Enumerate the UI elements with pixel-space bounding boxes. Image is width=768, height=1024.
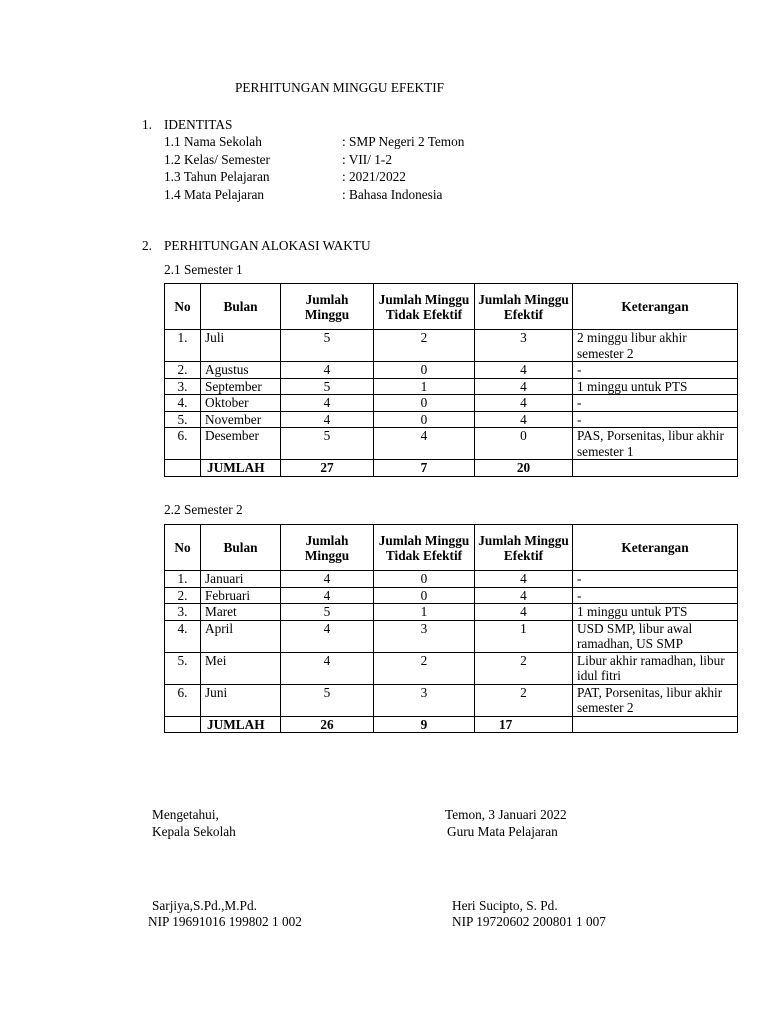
cell-jumlah-minggu: 4 — [281, 411, 374, 428]
total-label: JUMLAH — [201, 716, 281, 733]
cell-jumlah-minggu: 4 — [281, 362, 374, 379]
total-jumlah-minggu: 27 — [281, 460, 374, 477]
header-efektif: Jumlah Minggu Efektif — [475, 525, 573, 571]
cell-bulan: Maret — [201, 604, 281, 621]
cell-no: 5. — [165, 411, 201, 428]
identity-label-year: 1.3 Tahun Pelajaran — [164, 169, 270, 184]
cell-no: 4. — [165, 620, 201, 652]
cell-efektif: 4 — [475, 604, 573, 621]
table-row — [165, 411, 738, 428]
cell-no: 1. — [165, 330, 201, 362]
cell-tidak-efektif: 0 — [374, 571, 475, 588]
total-tidak-efektif: 9 — [374, 716, 475, 733]
identity-value-subject: : Bahasa Indonesia — [342, 187, 443, 202]
cell-tidak-efektif: 2 — [374, 330, 475, 362]
cell-keterangan: - — [573, 571, 738, 588]
cell-keterangan: - — [573, 395, 738, 412]
header-efektif: Jumlah Minggu Efektif — [475, 284, 573, 330]
total-efektif: 17 — [475, 716, 573, 733]
cell-keterangan: USD SMP, libur awal ramadhan, US SMP — [573, 620, 738, 652]
cell-no: 6. — [165, 684, 201, 716]
section-1-number: 1. — [142, 117, 152, 132]
cell-tidak-efektif: 0 — [374, 395, 475, 412]
identity-label-class: 1.2 Kelas/ Semester — [164, 152, 270, 167]
cell-jumlah-minggu: 5 — [281, 428, 374, 460]
cell-jumlah-minggu: 5 — [281, 684, 374, 716]
cell-efektif: 1 — [475, 620, 573, 652]
cell-tidak-efektif: 2 — [374, 652, 475, 684]
cell-no: 2. — [165, 587, 201, 604]
identity-value-school: : SMP Negeri 2 Temon — [342, 134, 465, 149]
table-row — [165, 620, 738, 652]
cell-keterangan: 1 minggu untuk PTS — [573, 378, 738, 395]
cell-efektif: 3 — [475, 330, 573, 362]
semester-2-label: 2.2 Semester 2 — [164, 502, 243, 517]
cell-bulan: Agustus — [201, 362, 281, 379]
cell-keterangan: - — [573, 587, 738, 604]
table-row — [165, 604, 738, 621]
cell-bulan: April — [201, 620, 281, 652]
cell-tidak-efektif: 1 — [374, 378, 475, 395]
header-tidak-efektif: Jumlah Minggu Tidak Efektif — [374, 525, 475, 571]
cell-efektif: 4 — [475, 587, 573, 604]
signature-right-line2: Guru Mata Pelajaran — [447, 824, 558, 839]
signature-left-nip: NIP 19691016 199802 1 002 — [148, 914, 302, 929]
table-row — [165, 395, 738, 412]
header-jumlah-minggu: Jumlah Minggu — [281, 284, 374, 330]
signature-right-line1: Temon, 3 Januari 2022 — [445, 807, 567, 822]
cell-keterangan: - — [573, 411, 738, 428]
semester-1-label: 2.1 Semester 1 — [164, 262, 243, 277]
cell-efektif: 2 — [475, 652, 573, 684]
cell-bulan: Juli — [201, 330, 281, 362]
cell-keterangan: 1 minggu untuk PTS — [573, 604, 738, 621]
cell-no: 5. — [165, 652, 201, 684]
cell-tidak-efektif: 3 — [374, 620, 475, 652]
identity-value-class: : VII/ 1-2 — [342, 152, 392, 167]
semester-1-table — [164, 283, 738, 477]
table-header-row — [165, 284, 738, 330]
cell-tidak-efektif: 0 — [374, 411, 475, 428]
header-jumlah-minggu: Jumlah Minggu — [281, 525, 374, 571]
cell-no: 6. — [165, 428, 201, 460]
cell-bulan: Mei — [201, 652, 281, 684]
total-label: JUMLAH — [201, 460, 281, 477]
cell-efektif: 4 — [475, 395, 573, 412]
cell-keterangan: PAT, Porsenitas, libur akhir semester 2 — [573, 684, 738, 716]
cell-no: 3. — [165, 604, 201, 621]
cell-keterangan: 2 minggu libur akhir semester 2 — [573, 330, 738, 362]
cell-no: 4. — [165, 395, 201, 412]
cell-efektif: 2 — [475, 684, 573, 716]
cell-jumlah-minggu: 4 — [281, 652, 374, 684]
section-2-heading: PERHITUNGAN ALOKASI WAKTU — [164, 238, 371, 253]
section-1-heading: IDENTITAS — [164, 117, 233, 132]
document-title: PERHITUNGAN MINGGU EFEKTIF — [235, 80, 445, 95]
header-no: No — [165, 284, 201, 330]
table-row — [165, 587, 738, 604]
cell-bulan: September — [201, 378, 281, 395]
signature-left-name: Sarjiya,S.Pd.,M.Pd. — [152, 898, 257, 913]
table-row — [165, 428, 738, 460]
total-efektif: 20 — [475, 460, 573, 477]
header-keterangan: Keterangan — [573, 525, 738, 571]
cell-efektif: 4 — [475, 411, 573, 428]
header-bulan: Bulan — [201, 525, 281, 571]
identity-value-year: : 2021/2022 — [342, 169, 406, 184]
table-total-row — [165, 460, 738, 477]
cell-tidak-efektif: 1 — [374, 604, 475, 621]
signature-left-line2: Kepala Sekolah — [152, 824, 236, 839]
cell-tidak-efektif: 3 — [374, 684, 475, 716]
table-row — [165, 330, 738, 362]
table-row — [165, 571, 738, 588]
signature-right-name: Heri Sucipto, S. Pd. — [452, 898, 558, 913]
cell-efektif: 4 — [475, 362, 573, 379]
table-row — [165, 652, 738, 684]
table-header-row — [165, 525, 738, 571]
cell-no — [165, 716, 201, 733]
table-total-row — [165, 716, 738, 733]
signature-right-nip: NIP 19720602 200801 1 007 — [452, 914, 606, 929]
cell-jumlah-minggu: 4 — [281, 395, 374, 412]
cell-keterangan: PAS, Porsenitas, libur akhir semester 1 — [573, 428, 738, 460]
cell-no — [165, 460, 201, 477]
cell-efektif: 0 — [475, 428, 573, 460]
cell-bulan: Oktober — [201, 395, 281, 412]
cell-tidak-efektif: 4 — [374, 428, 475, 460]
table-row — [165, 378, 738, 395]
cell-bulan: November — [201, 411, 281, 428]
table-row — [165, 362, 738, 379]
cell-bulan: Januari — [201, 571, 281, 588]
signature-left-line1: Mengetahui, — [152, 807, 219, 822]
cell-tidak-efektif: 0 — [374, 362, 475, 379]
table-row — [165, 684, 738, 716]
cell-efektif: 4 — [475, 378, 573, 395]
cell-keterangan — [573, 716, 738, 733]
cell-jumlah-minggu: 4 — [281, 620, 374, 652]
section-2-number: 2. — [142, 238, 152, 253]
cell-keterangan: Libur akhir ramadhan, libur idul fitri — [573, 652, 738, 684]
identity-label-school: 1.1 Nama Sekolah — [164, 134, 262, 149]
cell-jumlah-minggu: 5 — [281, 604, 374, 621]
total-tidak-efektif: 7 — [374, 460, 475, 477]
total-jumlah-minggu: 26 — [281, 716, 374, 733]
semester-2-table — [164, 524, 738, 733]
cell-jumlah-minggu: 5 — [281, 330, 374, 362]
cell-tidak-efektif: 0 — [374, 587, 475, 604]
cell-no: 3. — [165, 378, 201, 395]
cell-bulan: Februari — [201, 587, 281, 604]
cell-efektif: 4 — [475, 571, 573, 588]
identity-label-subject: 1.4 Mata Pelajaran — [164, 187, 265, 202]
header-tidak-efektif: Jumlah Minggu Tidak Efektif — [374, 284, 475, 330]
header-bulan: Bulan — [201, 284, 281, 330]
cell-jumlah-minggu: 5 — [281, 378, 374, 395]
cell-jumlah-minggu: 4 — [281, 571, 374, 588]
cell-keterangan — [573, 460, 738, 477]
cell-no: 2. — [165, 362, 201, 379]
cell-jumlah-minggu: 4 — [281, 587, 374, 604]
cell-no: 1. — [165, 571, 201, 588]
header-no: No — [165, 525, 201, 571]
cell-bulan: Desember — [201, 428, 281, 460]
header-keterangan: Keterangan — [573, 284, 738, 330]
cell-bulan: Juni — [201, 684, 281, 716]
cell-keterangan: - — [573, 362, 738, 379]
